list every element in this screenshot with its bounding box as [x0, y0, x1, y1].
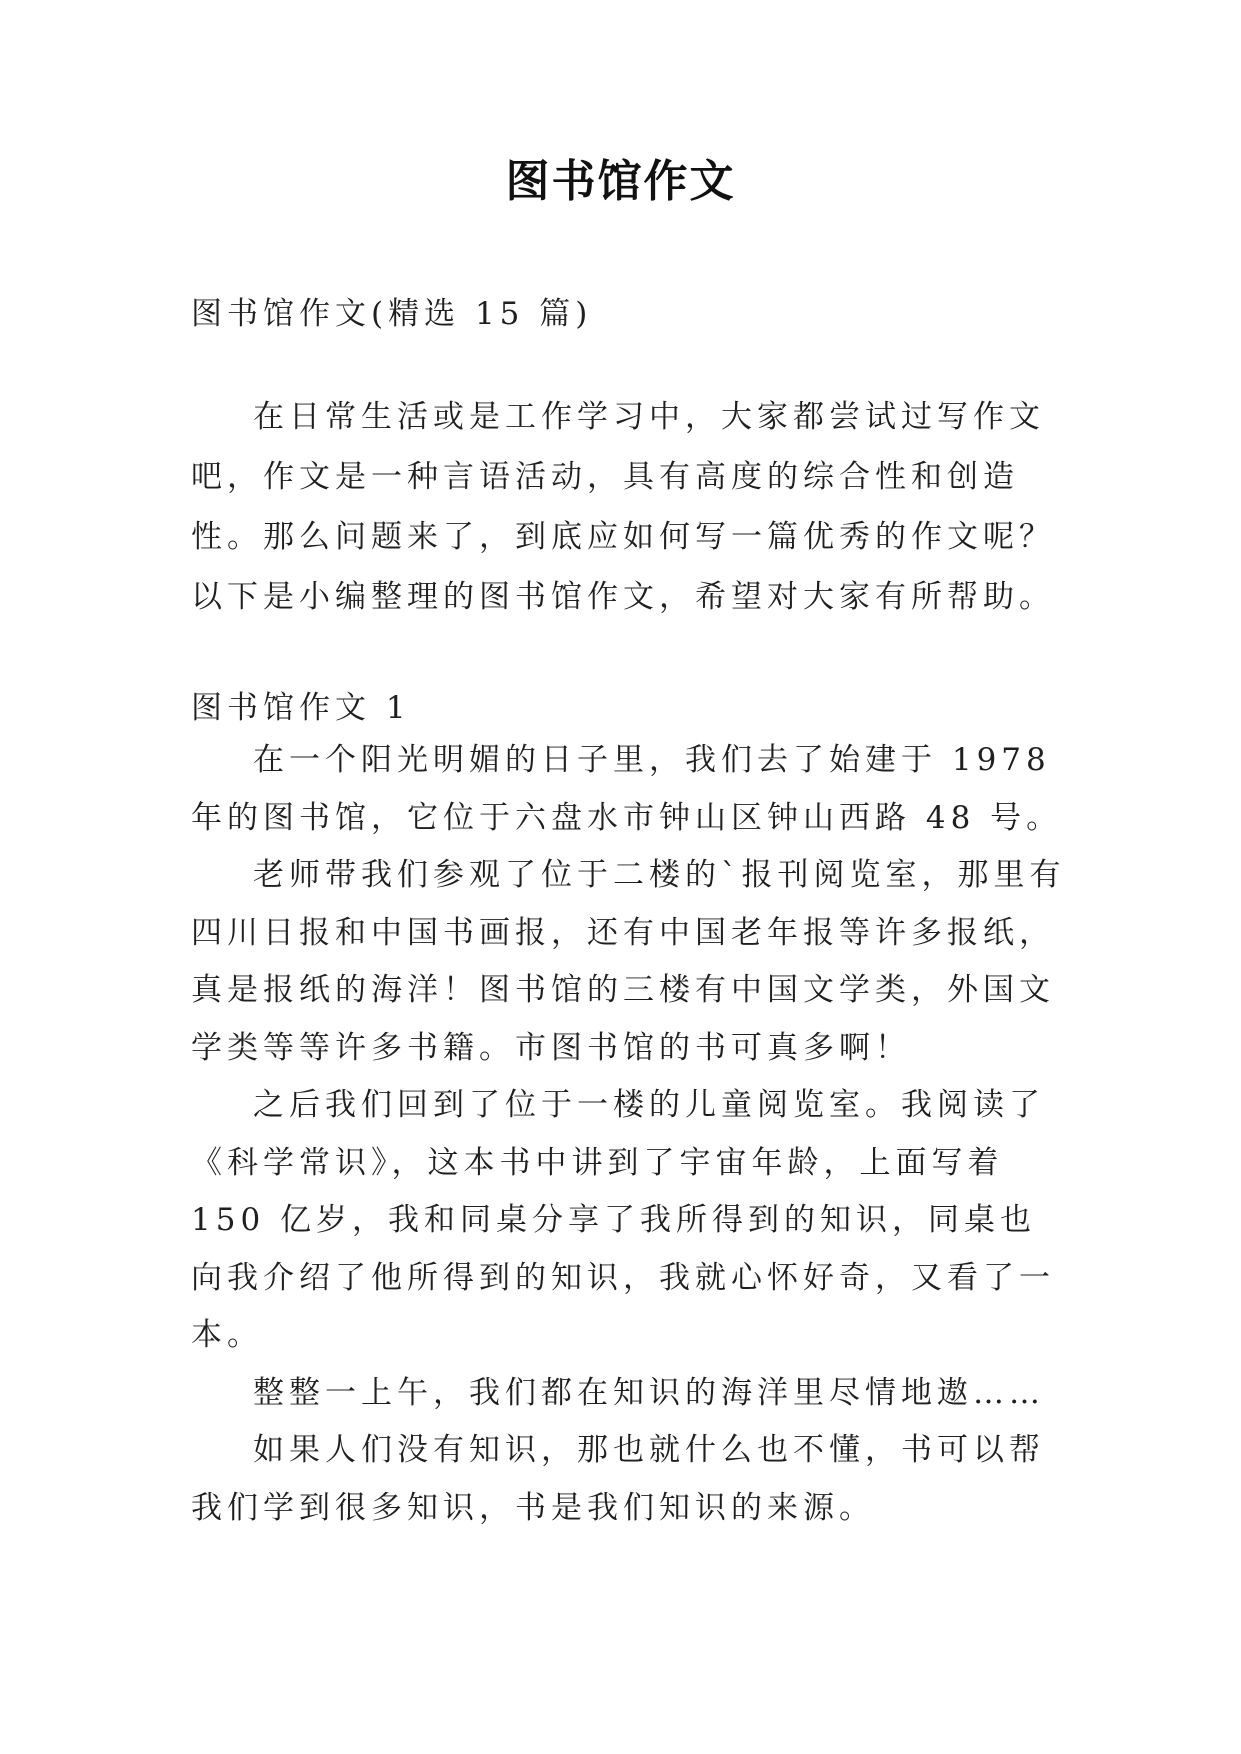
body-paragraph: 如果人们没有知识，那也就什么也不懂，书可以帮我们学到很多知识，书是我们知识的来源。 [191, 1432, 1045, 1526]
intro-paragraph: 在日常生活或是工作学习中，大家都尝试过写作文吧，作文是一种言语活动，具有高度的综合性和创造性。那么问题来了，到底应如何写一篇优秀的作文呢？以下是小编整理的图书馆作文，希望对大家有所帮助。 [191, 399, 1055, 615]
document-body [191, 290, 1071, 1537]
document-subtitle: 图书馆作文(精选 15 篇) [191, 296, 593, 332]
body-paragraph: 之后我们回到了位于一楼的儿童阅览室。我阅读了《科学常识》，这本书中讲到了宇宙年龄，上面写着 150 亿岁，我和同桌分享了我所得到的知识，同桌也向我介绍了他所得到的知识，我就心怀好奇，又看了一本。 [191, 1087, 1055, 1353]
body-paragraph: 老师带我们参观了位于二楼的`报刊阅览室，那里有四川日报和中国书画报，还有中国老年报等许多报纸，真是报纸的海洋！图书馆的三楼有中国文学类，外国文学类等等许多书籍。市图书馆的书可真多啊！ [191, 857, 1066, 1066]
body-paragraph: 在一个阳光明媚的日子里，我们去了始建于 1978 年的图书馆，它位于六盘水市钟山区钟山西路 48 号。 [191, 742, 1063, 836]
document-title: 图书馆作文 [505, 156, 736, 207]
body-paragraph: 整整一上午，我们都在知识的海洋里尽情地遨…… [253, 1374, 1045, 1411]
section-heading: 图书馆作文 1 [191, 690, 411, 726]
